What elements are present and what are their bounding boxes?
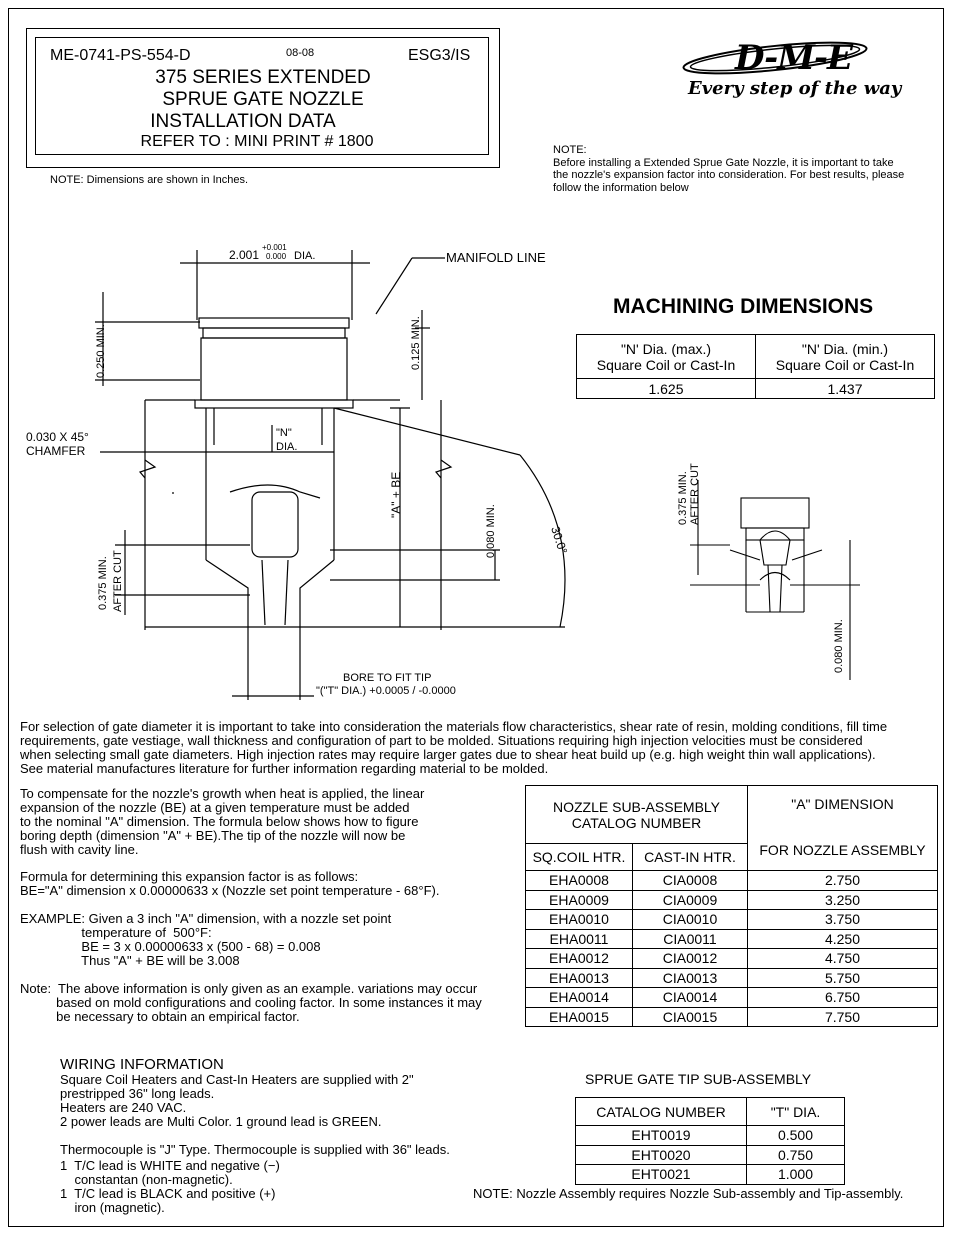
a-be-label: "A" + BE	[389, 471, 403, 518]
selection-line: requirements, gate vestiage, wall thickness and configuration of part to be molded. Situations requiring high injection velocities must be considered	[20, 733, 863, 748]
install-note	[553, 144, 948, 194]
t-dia-cell: 1.000	[747, 1165, 845, 1185]
formula-line: BE="A" dimension x 0.00000633 x (Nozzle set point temperature - 68°F).	[20, 883, 440, 898]
table-row	[526, 949, 938, 969]
wiring-heading: WIRING INFORMATION	[60, 1056, 224, 1073]
cast-in-cell: CIA0010	[633, 910, 748, 930]
min-250-label: 0.250 MIN.	[95, 324, 107, 378]
tip-head-t: "T" DIA.	[747, 1098, 845, 1126]
nozzle-head-a-1: "A" DIMENSION	[791, 796, 894, 812]
nozzle-head-sq: SQ.COIL HTR.	[526, 844, 633, 871]
angle-label: 30.0°	[548, 524, 571, 556]
wiring-line: Square Coil Heaters and Cast-In Heaters are supplied with 2"	[60, 1072, 414, 1087]
example-line: Thus "A" + BE will be 3.008	[20, 953, 240, 968]
detail-min-375-label: 0.375 MIN.	[677, 471, 689, 525]
a-dimension-cell: 3.250	[748, 890, 938, 910]
compensate-line: to the nominal "A" dimension. The formula below shows how to figure	[20, 814, 419, 829]
machining-val1: 1.625	[577, 379, 756, 399]
selection-line: See material manufactures literature for further information regarding material to be molded.	[20, 761, 549, 776]
tc-item: 1 T/C lead is WHITE and negative (−)	[60, 1158, 280, 1173]
after-cut-label: AFTER CUT	[112, 550, 124, 612]
machining-heading: MACHINING DIMENSIONS	[613, 295, 874, 318]
table-row	[526, 929, 938, 949]
bore-label-1: BORE TO FIT TIP	[343, 672, 432, 684]
table-row	[576, 1145, 845, 1165]
install-note-line: Before installing a Extended Sprue Gate Nozzle, it is important to take	[553, 156, 894, 169]
refer-line: REFER TO : MINI PRINT # 1800	[140, 133, 374, 150]
detail-min-080-label: 0.080 MIN.	[833, 619, 845, 673]
a-dimension-cell: 2.750	[748, 871, 938, 891]
a-dimension-cell: 5.750	[748, 968, 938, 988]
doc-number: ME-0741-PS-554-D	[50, 47, 191, 64]
n-dia-label-1: "N"	[276, 427, 292, 439]
table-row	[526, 890, 938, 910]
cast-in-cell: CIA0009	[633, 890, 748, 910]
chamfer-label-2: CHAMFER	[26, 444, 86, 458]
install-note-line: follow the information below	[553, 181, 689, 194]
selection-line: For selection of gate diameter it is important to take into consideration the materials flow characteristics, shear rate of resin, molding conditions, fill time	[20, 719, 888, 734]
dia-tol-zero: 0.000	[266, 252, 287, 261]
tc-item: 1 T/C lead is BLACK and positive (+)	[60, 1186, 276, 1201]
tc-items	[60, 1159, 480, 1215]
doc-code: ESG3/IS	[408, 47, 471, 64]
a-dimension-cell: 4.750	[748, 949, 938, 969]
a-dimension-cell: 6.750	[748, 988, 938, 1008]
compensate-line: expansion of the nozzle (BE) at a given temperature must be added	[20, 800, 410, 815]
sq-coil-cell: EHA0009	[526, 890, 633, 910]
a-dimension-cell: 7.750	[748, 1007, 938, 1027]
tip-catalog-cell: EHT0020	[576, 1145, 747, 1165]
title-line-1: 375 SERIES EXTENDED	[155, 67, 371, 88]
dia-tol-plus: +0.001	[262, 243, 287, 252]
dia-suffix: DIA.	[294, 250, 316, 262]
cast-in-cell: CIA0008	[633, 871, 748, 891]
min-080-label: 0.080 MIN.	[485, 504, 497, 558]
manifold-line-label: MANIFOLD LINE	[446, 250, 546, 265]
example-line: EXAMPLE: Given a 3 inch "A" dimension, with a nozzle set point	[20, 911, 392, 926]
table-row	[526, 871, 938, 891]
tip-head-catalog: CATALOG NUMBER	[576, 1098, 747, 1126]
machining-col1-line2: Square Coil or Cast-In	[596, 356, 736, 373]
machining-col2-line1: "N' Dia. (min.)	[801, 340, 889, 357]
sq-coil-cell: EHA0013	[526, 968, 633, 988]
expansion-text	[20, 787, 520, 1024]
min-375-label: 0.375 MIN.	[97, 556, 109, 610]
title-block-inner	[35, 37, 489, 155]
machining-col2-line2: Square Coil or Cast-In	[775, 356, 915, 373]
cast-in-cell: CIA0013	[633, 968, 748, 988]
title-line-2: SPRUE GATE NOZZLE	[162, 89, 364, 110]
install-note-heading: NOTE:	[553, 144, 587, 156]
machining-col1-line1: "N' Dia. (max.)	[620, 340, 712, 357]
dia-value: 2.001	[229, 248, 260, 262]
note-example-line: Note: The above information is only given as an example. variations may occur	[20, 981, 478, 996]
nozzle-head-cast: CAST-IN HTR.	[633, 844, 748, 871]
sq-coil-cell: EHA0008	[526, 871, 633, 891]
selection-line: when selecting small gate diameters. High injection rates may require larger gates due to shear heat build up (e.g. high weight thin wall applications).	[20, 747, 876, 762]
selection-paragraph	[20, 720, 950, 776]
machining-val2: 1.437	[756, 379, 935, 399]
tip-table-heading: SPRUE GATE TIP SUB-ASSEMBLY	[585, 1071, 812, 1087]
final-note: NOTE: Nozzle Assembly requires Nozzle Sub-assembly and Tip-assembly.	[473, 1186, 904, 1201]
machining-table	[576, 334, 935, 399]
min-125-label: 0.125 MIN.	[410, 316, 422, 370]
table-row	[576, 1165, 845, 1185]
table-row	[526, 1007, 938, 1027]
a-dimension-cell: 4.250	[748, 929, 938, 949]
dme-logo	[680, 30, 910, 110]
formula-line: Formula for determining this expansion factor is as follows:	[20, 869, 359, 884]
tip-assembly-table	[575, 1097, 845, 1185]
doc-date: 08-08	[286, 47, 315, 59]
sq-coil-cell: EHA0011	[526, 929, 633, 949]
nozzle-head-catalog-1: NOZZLE SUB-ASSEMBLY	[552, 798, 720, 815]
thermocouple-line: Thermocouple is "J" Type. Thermocouple is supplied with 36" leads.	[60, 1142, 450, 1157]
tip-catalog-cell: EHT0019	[576, 1126, 747, 1146]
a-dimension-cell: 3.750	[748, 910, 938, 930]
nozzle-head-a-2: FOR NOZZLE ASSEMBLY	[759, 842, 926, 858]
table-row	[526, 910, 938, 930]
cast-in-cell: CIA0014	[633, 988, 748, 1008]
chamfer-label-1: 0.030 X 45°	[26, 430, 89, 444]
table-row	[576, 1126, 845, 1146]
sq-coil-cell: EHA0012	[526, 949, 633, 969]
compensate-line: flush with cavity line.	[20, 842, 139, 857]
tc-item: constantan (non-magnetic).	[60, 1172, 233, 1187]
cast-in-cell: CIA0011	[633, 929, 748, 949]
note-example-line: be necessary to obtain an empirical factor.	[20, 1009, 300, 1024]
table-row	[526, 968, 938, 988]
sq-coil-cell: EHA0015	[526, 1007, 633, 1027]
note-example-line: based on mold configurations and cooling factor. In some instances it may	[20, 995, 482, 1010]
install-note-line: the nozzle's expansion factor into consideration. For best results, please	[553, 169, 905, 181]
tip-catalog-cell: EHT0021	[576, 1165, 747, 1185]
title-block	[26, 28, 500, 168]
logo-brand: D-M-E	[735, 38, 852, 78]
bore-label-2: "("T" DIA.) +0.0005 / -0.0000	[316, 685, 456, 697]
n-dia-label-2: DIA.	[276, 441, 298, 453]
cast-in-cell: CIA0015	[633, 1007, 748, 1027]
wiring-line: Heaters are 240 VAC.	[60, 1100, 187, 1115]
detail-after-cut-label: AFTER CUT	[689, 463, 701, 525]
sq-coil-cell: EHA0010	[526, 910, 633, 930]
wiring-line: prestripped 36" long leads.	[60, 1086, 215, 1101]
example-line: temperature of 500°F:	[20, 925, 212, 940]
example-line: BE = 3 x 0.00000633 x (500 - 68) = 0.008	[20, 939, 321, 954]
title-line-3: INSTALLATION DATA	[150, 111, 336, 132]
tc-item: iron (magnetic).	[60, 1200, 165, 1215]
nozzle-assembly-table	[525, 785, 938, 1027]
t-dia-cell: 0.500	[747, 1126, 845, 1146]
wiring-info	[60, 1057, 520, 1157]
compensate-line: To compensate for the nozzle's growth when heat is applied, the linear	[20, 786, 425, 801]
t-dia-cell: 0.750	[747, 1145, 845, 1165]
logo-tagline: Every step of the way	[688, 78, 902, 99]
table-row	[526, 988, 938, 1008]
wiring-line: 2 power leads are Multi Color. 1 ground lead is GREEN.	[60, 1114, 382, 1129]
sq-coil-cell: EHA0014	[526, 988, 633, 1008]
dims-note: NOTE: Dimensions are shown in Inches.	[50, 174, 249, 186]
nozzle-head-catalog-2: CATALOG NUMBER	[571, 814, 702, 831]
cast-in-cell: CIA0012	[633, 949, 748, 969]
compensate-line: boring depth (dimension "A" + BE).The tip of the nozzle will now be	[20, 828, 406, 843]
